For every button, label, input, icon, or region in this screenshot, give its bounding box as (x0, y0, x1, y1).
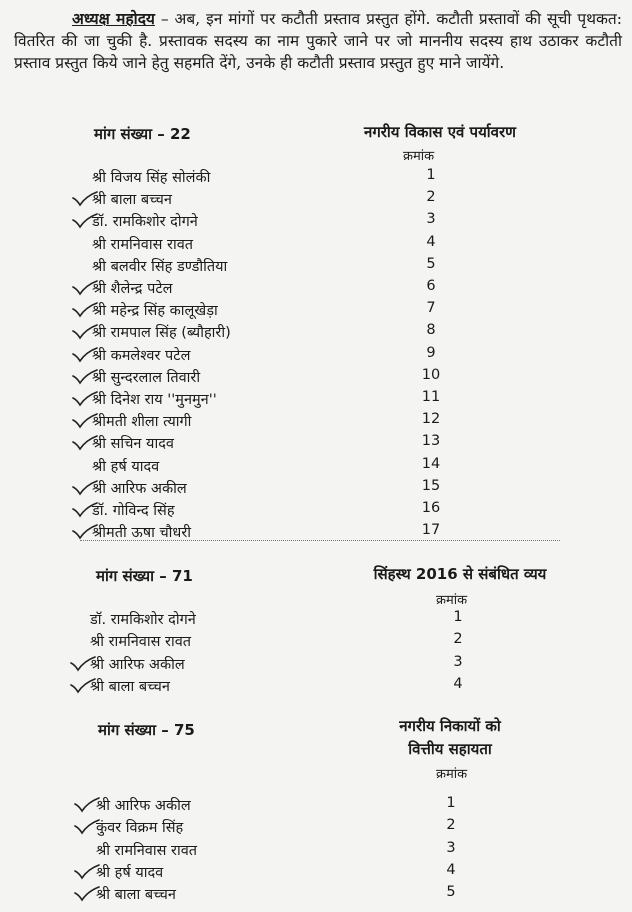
member-name: श्री महेन्द्र सिंह कालूखेड़ा (92, 303, 218, 320)
member-name: श्री हर्ष यादव (92, 458, 160, 475)
serial-number: 3 (426, 211, 436, 228)
serial-number: 1 (426, 167, 436, 183)
section-divider (80, 540, 560, 541)
serial-number: 10 (421, 366, 441, 383)
serial-number: 14 (421, 455, 441, 472)
member-name: श्री सचिन यादव (92, 436, 174, 453)
member-name: श्री बाला बच्चन (96, 887, 176, 904)
intro-text: – अब, इन मांगों पर कटौती प्रस्ताव प्रस्तुत होंगे. कटौती प्रस्तावों की सूची पृथकत: वितरित की जा चुकी है. प्रस्तावक सदस्य का नाम पुकारे जाने पर जो माननीय सदस्य हाथ उठाकर कटौती प्रस्ताव प्रस्तुत किये जाने हेतु सहमति देंगे, उनके ही कटौती प्रस्ताव प्रस्तुत हुए माने जायेंगे. (14, 10, 622, 72)
serial-number: 5 (426, 255, 436, 272)
member-row (0, 167, 632, 189)
member-row (0, 189, 632, 211)
serial-number: 9 (426, 344, 436, 361)
member-row (0, 862, 632, 884)
member-name: श्री आरिफ अकील (96, 798, 191, 814)
member-row (0, 411, 632, 433)
member-row (0, 433, 632, 455)
serial-number: 5 (446, 884, 456, 901)
serial-number: 3 (453, 653, 463, 670)
speaker-name: अध्यक्ष महोदय (72, 9, 155, 28)
member-row (0, 300, 632, 322)
serial-number: 12 (421, 411, 441, 428)
member-row (0, 456, 632, 478)
member-row (0, 345, 632, 367)
demand-22-label: मांग संख्या – 22 (94, 125, 191, 143)
member-name: श्रीमती ऊषा चौधरी (92, 525, 192, 542)
member-name: डॉ. रामकिशोर दोगने (90, 612, 196, 628)
member-name: श्री बाला बच्चन (90, 678, 170, 695)
intro-paragraph (14, 8, 622, 74)
member-name: श्री आरिफ अकील (90, 656, 185, 673)
serial-number: 16 (421, 500, 441, 516)
demand-75-kramank-header: क्रमांक (436, 767, 468, 782)
member-row (0, 478, 632, 500)
demand-75-label: मांग संख्या – 75 (98, 721, 195, 739)
member-name: श्री रामपाल सिंह (ब्यौहारी) (92, 325, 231, 342)
demand-22-kramank-header: क्रमांक (403, 149, 435, 164)
serial-number: 13 (421, 433, 441, 450)
demand-71-title: सिंहस्थ 2016 से संबंधित व्यय (373, 565, 547, 583)
serial-number: 3 (446, 839, 456, 856)
demand-71-label: मांग संख्या – 71 (96, 567, 193, 585)
member-name: श्री विजय सिंह सोलंकी (92, 170, 211, 186)
serial-number: 6 (426, 278, 436, 294)
member-row (0, 211, 632, 233)
member-row (0, 840, 632, 862)
member-name: श्री शैलेन्द्र पटेल (92, 281, 173, 297)
member-name: श्री बाला बच्चन (92, 192, 172, 209)
member-row (0, 676, 632, 698)
member-row (0, 795, 632, 817)
member-name: श्री बलवीर सिंह डण्डौतिया (92, 258, 228, 275)
member-row (0, 256, 632, 278)
member-name: श्री आरिफ अकील (92, 480, 187, 497)
member-name: श्री रामनिवास रावत (90, 634, 192, 651)
serial-number: 2 (446, 817, 456, 834)
demand-71-kramank-header: क्रमांक (436, 593, 468, 608)
member-name: श्री दिनेश राय ''मुनमुन'' (92, 392, 217, 408)
serial-number: 4 (453, 675, 463, 692)
member-row (0, 500, 632, 522)
serial-number: 1 (446, 795, 456, 811)
member-row (0, 322, 632, 344)
serial-number: 11 (421, 389, 441, 405)
member-row (0, 817, 632, 839)
member-name: डॉ. रामकिशोर दोगने (92, 214, 198, 231)
member-name: श्री सुन्दरलाल तिवारी (92, 369, 201, 386)
member-row (0, 631, 632, 653)
demand-75-title-line2: वित्तीय सहायता (408, 740, 492, 758)
demand-75-title-line1: नगरीय निकायों को (399, 717, 501, 735)
member-row (0, 278, 632, 300)
serial-number: 15 (421, 477, 441, 494)
member-name: श्री कमलेश्वर पटेल (92, 347, 191, 364)
serial-number: 7 (426, 300, 436, 317)
member-row (0, 234, 632, 256)
serial-number: 17 (421, 522, 441, 539)
serial-number: 4 (426, 233, 436, 250)
serial-number: 1 (453, 609, 463, 625)
member-name: श्री रामनिवास रावत (96, 842, 198, 859)
member-row (0, 884, 632, 906)
member-name: श्री हर्ष यादव (96, 864, 164, 881)
member-row (0, 389, 632, 411)
serial-number: 8 (426, 322, 436, 339)
member-name: डॉ. गोविन्द सिंह (92, 503, 175, 519)
member-row (0, 367, 632, 389)
serial-number: 2 (453, 631, 463, 648)
demand-22-title: नगरीय विकास एवं पर्यावरण (364, 123, 516, 141)
member-name: कुंवर विक्रम सिंह (96, 820, 184, 837)
member-row (0, 609, 632, 631)
member-row (0, 654, 632, 676)
serial-number: 2 (426, 189, 436, 206)
member-name: श्रीमती शीला त्यागी (92, 414, 192, 431)
serial-number: 4 (446, 861, 456, 878)
member-name: श्री रामनिवास रावत (92, 236, 194, 253)
